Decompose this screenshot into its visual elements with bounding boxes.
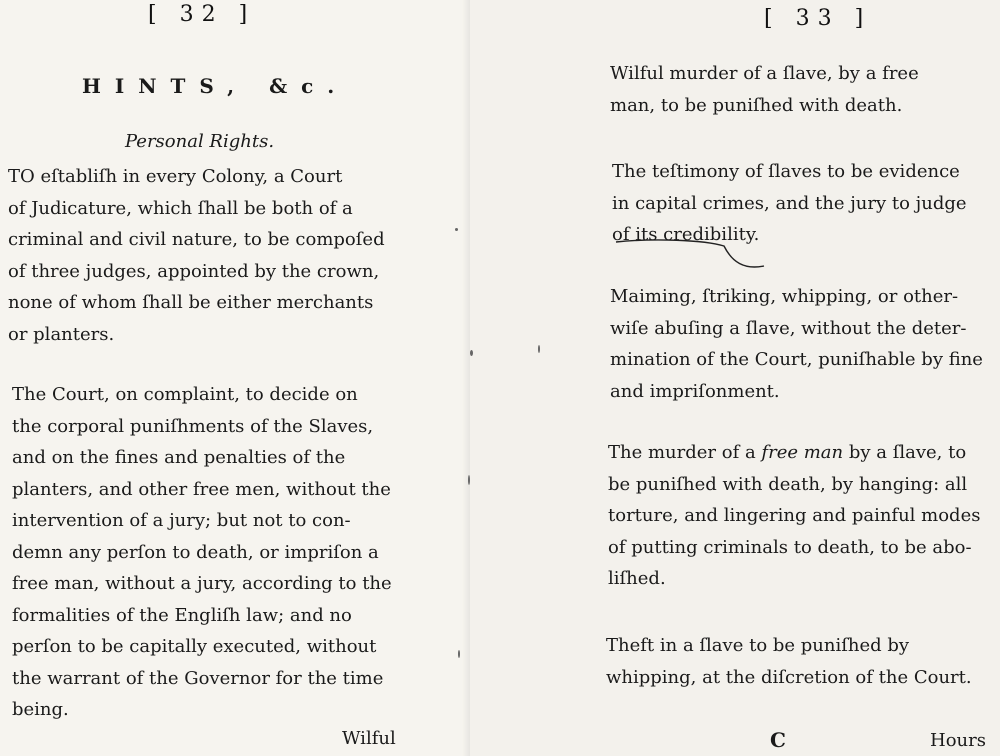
pen-stroke-mark <box>614 236 774 276</box>
ink-fleck <box>455 228 458 231</box>
text-run: The murder of a <box>608 442 762 463</box>
paragraph-court-powers: The Court, on complaint, to decide on the corporal puniſhments of the Slaves, and on the fines and penalties of the planters, and other free men, without the intervention of a jury; but not to con- demn any perſon to death, or impriſon a free man, without a jury, according to the formalities of the Engliſh law; and no perſon to be capitally executed, without the warrant of the Governor for the time being. <box>12 384 392 720</box>
page-title: HINTS, &c. <box>82 74 349 98</box>
text-run: by a ſlave, to be puniſhed with death, by hanging: all torture, and lingering and painful modes of putting criminals to death, to be abo- liſhed. <box>608 442 981 589</box>
paragraph-testimony: The teſtimony of ſlaves to be evidence in capital crimes, and the jury to judge of its credibility. <box>612 161 967 245</box>
paragraph-court-establishment: TO eſtabliſh in every Colony, a Court of Judicature, which ſhall be both of a criminal and civil nature, to be compoſed of three judges, appointed by the crown, none of whom ſhall be either merchants or planters. <box>8 166 385 345</box>
ink-fleck <box>458 650 460 658</box>
paragraph-theft: Theft in a ſlave to be puniſhed by whipping, at the diſcretion of the Court. <box>606 635 972 688</box>
page-number-left: [ 32 ] <box>148 2 256 27</box>
left-page <box>0 0 470 756</box>
signature-mark: C <box>770 728 786 752</box>
italic-text: free man <box>761 442 844 463</box>
paragraph-wilful-murder: Wilful murder of a ſlave, by a free man, to be puniſhed with death. <box>610 63 919 116</box>
page-number-right: [ 33 ] <box>764 6 872 31</box>
ink-fleck <box>470 350 473 356</box>
section-heading: Personal Rights. <box>125 131 275 152</box>
ink-fleck <box>468 475 470 485</box>
catchword-right: Hours <box>930 730 986 751</box>
ink-fleck <box>538 345 540 353</box>
catchword-left: Wilful <box>342 728 396 749</box>
paragraph-murder-by-slave <box>608 437 993 595</box>
paragraph-maiming: Maiming, ſtriking, whipping, or other- wiſe abuſing a ſlave, without the deter- mination of the Court, puniſhable by fine and impriſonment. <box>610 286 983 402</box>
